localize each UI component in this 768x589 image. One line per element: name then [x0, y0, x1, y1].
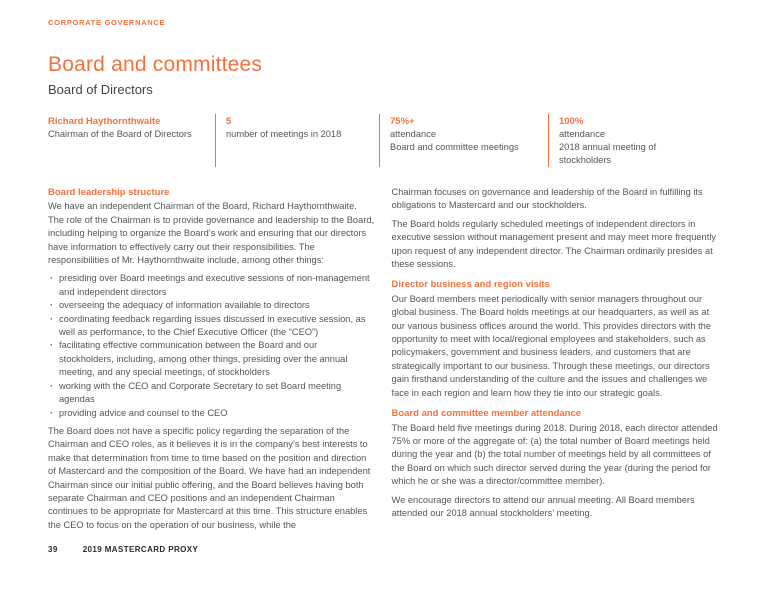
- stat-value: 75%+: [390, 116, 415, 127]
- paragraph: The Board holds regularly scheduled meetings of independent directors in executive session without management present and may meet more frequently upon request of any independent director. The Chairman ordinarily presides at these sessions.: [391, 218, 717, 270]
- paragraph: The Board held five meetings during 2018. During 2018, each director attended 75% or more of the aggregate of: (a) the total number of Board meetings held during the year and (b) the total number of meetings held by all committees of the Board on which such director served during the year (during the period for which he or she was a director/committee member).: [391, 422, 718, 487]
- stat-label: attendance: [559, 129, 606, 139]
- page-footer: [48, 545, 198, 554]
- list-item: · overseeing the adequacy of information available to directors: [48, 299, 375, 312]
- heading-region-visits: Director business and region visits: [391, 279, 550, 291]
- stat-label: Board and committee meetings: [390, 142, 519, 152]
- left-column: [48, 186, 375, 537]
- paragraph: Our Board members meet periodically with senior managers throughout our global business. The Board holds meetings at our headquarters, as well as at our various business offices around the world. This provides directors with the opportunity to meet with local/regional employees and stakeholders, such as policymakers, government and business leaders, and customers that are strategically important to our business. Through these meetings, our directors gain firsthand understanding of the culture and the issues and challenges we face in each region and learn how they tie into our strategic goals.: [391, 293, 712, 398]
- paragraph: We encourage directors to attend our annual meeting. All Board members attended our 2018 annual stockholders’ meeting.: [391, 494, 695, 518]
- paragraph: Chairman focuses on governance and leadership of the Board in fulfilling its obligations to Mastercard and our stockholders.: [391, 187, 703, 211]
- heading-member-attendance: Board and committee member attendance: [391, 408, 582, 420]
- heading-board-leadership: Board leadership structure: [48, 187, 170, 198]
- stat-value: Richard Haythornthwaite: [48, 116, 161, 127]
- list-item: · facilitating effective communication between the Board and our stockholders, including, among other things, presiding over the annual meeting, and any special meetings, of stockholders: [48, 339, 375, 379]
- right-column: [392, 186, 719, 537]
- stat-label: number of meetings in 2018: [226, 129, 342, 139]
- stat-chairman: [48, 114, 215, 167]
- stat-label: Chairman of the Board of Directors: [48, 129, 192, 139]
- stat-meetings: [215, 114, 379, 167]
- page-subtitle: Board of Directors: [48, 82, 153, 97]
- body-columns: [48, 186, 718, 537]
- paragraph: We have an independent Chairman of the Board, Richard Haythornthwaite. The role of the Chairman is to provide governance and leadership to the Board, including helping to organize the Board’s work and ensuring that our directors have information to effectively carry out their responsibilities. The responsibilities of Mr. Haythornthwaite include, among other things:: [48, 201, 375, 266]
- stat-label: attendance: [390, 129, 437, 139]
- section-eyebrow: CORPORATE GOVERNANCE: [48, 18, 166, 27]
- page-title: Board and committees: [48, 53, 263, 76]
- stat-value: 100%: [559, 116, 584, 127]
- stat-committee-attendance: [379, 114, 548, 167]
- responsibilities-list: [48, 272, 375, 419]
- paragraph: The Board does not have a specific policy regarding the separation of the Chairman and CEO roles, as it believes it is in the company’s best interests to make that determination from time to time based on the position and direction of Mastercard and the composition of the Board. We have had an independent Chairman since our initial public offering, and the Board believes having both separate Chairman and CEO positions and an independent Chairman continues to be appropriate for Mastercard at this time. This structure enables the CEO to focus on the operation of our business, while the: [48, 425, 371, 530]
- stat-annual-meeting-attendance: [548, 114, 718, 167]
- list-item: · presiding over Board meetings and executive sessions of non-management and independent directors: [48, 272, 375, 299]
- stats-band: [48, 114, 718, 167]
- list-item: · coordinating feedback regarding issues discussed in executive session, as well as performance, to the Chief Executive Officer (the “CEO”): [48, 313, 375, 340]
- list-item: · providing advice and counsel to the CEO: [48, 407, 375, 420]
- stat-label: 2018 annual meeting of stockholders: [559, 142, 657, 165]
- stat-value: 5: [226, 116, 232, 127]
- footer-page-number: 39: [48, 545, 58, 554]
- footer-document-label: 2019 MASTERCARD PROXY: [82, 545, 199, 554]
- list-item: · working with the CEO and Corporate Secretary to set Board meeting agendas: [48, 380, 375, 407]
